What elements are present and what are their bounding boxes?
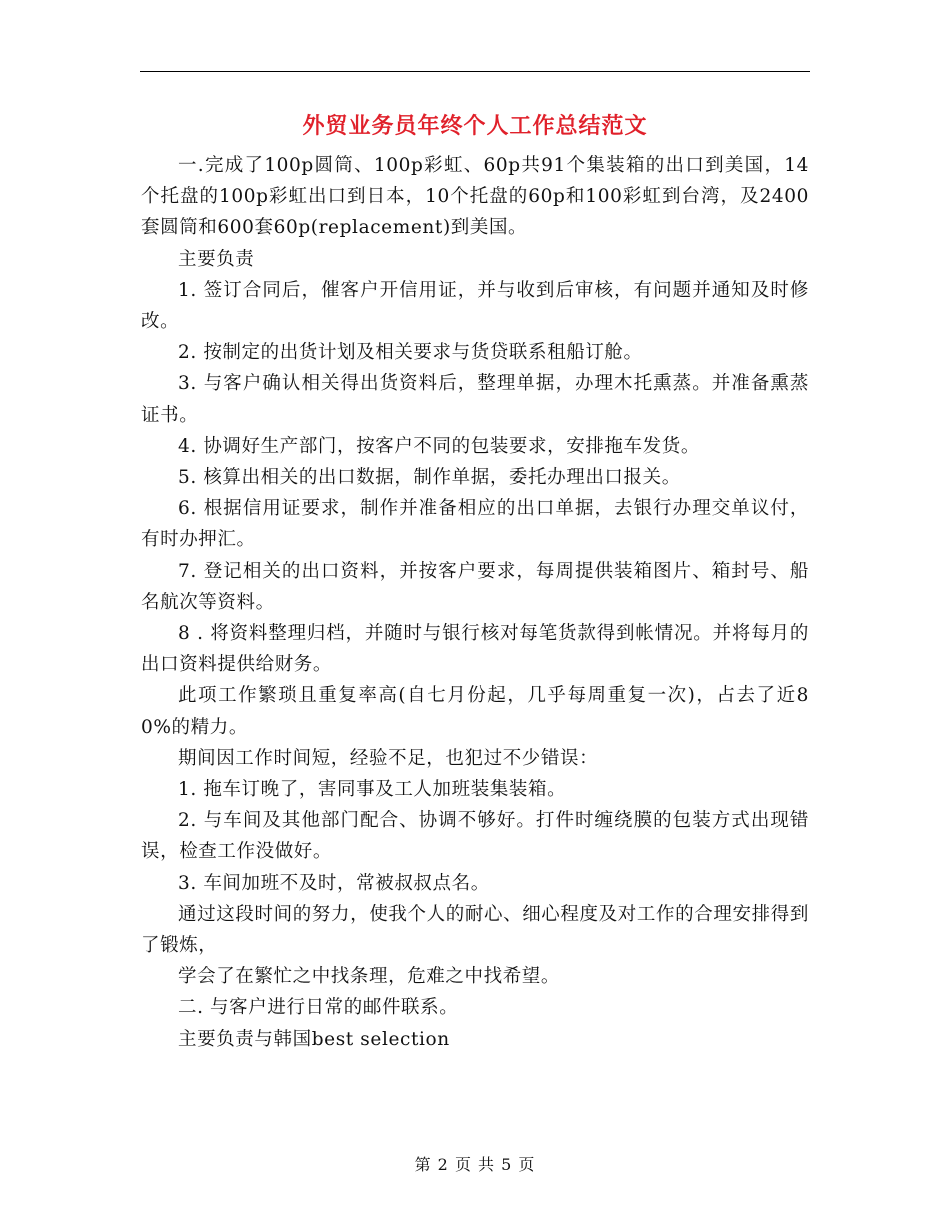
paragraph: 1. 签订合同后，催客户开信用证，并与收到后审核，有问题并通知及时修改。 [141, 279, 809, 333]
document-body [141, 150, 809, 1055]
paragraph: 2. 按制定的出货计划及相关要求与货贷联系租船订舱。 [178, 342, 643, 364]
paragraph: 4. 协调好生产部门，按客户不同的包装要求，安排拖车发货。 [178, 435, 700, 457]
paragraph: 此项工作繁琐且重复率高(自七月份起，几乎每周重复一次)，占去了近80%的精力。 [141, 685, 809, 738]
paragraph: 7. 登记相关的出口资料，并按客户要求，每周提供装箱图片、箱封号、船名航次等资料。 [141, 560, 809, 613]
page-number: 第 2 页 共 5 页 [414, 1155, 536, 1174]
paragraph: 6. 根据信用证要求，制作并准备相应的出口单据，去银行办理交单议付，有时办押汇。 [141, 498, 809, 551]
header-rule [140, 71, 810, 72]
paragraph: 二. 与客户进行日常的邮件联系。 [178, 997, 459, 1019]
paragraph: 2. 与车间及其他部门配合、协调不够好。打件时缠绕膜的包装方式出现错误，检查工作没做好。 [141, 810, 809, 863]
paragraph: 通过这段时间的努力，使我个人的耐心、细心程度及对工作的合理安排得到了锻炼， [141, 903, 809, 957]
paragraph: 5. 核算出相关的出口数据，制作单据，委托办理出口报关。 [178, 467, 681, 489]
paragraph: 主要负责与韩国best selection [178, 1028, 450, 1050]
paragraph: 3. 车间加班不及时，常被叔叔点名。 [178, 872, 490, 894]
paragraph: 期间因工作时间短，经验不足，也犯过不少错误： [178, 747, 599, 769]
paragraph: 主要负责 [178, 248, 255, 270]
paragraph: 1. 拖车订晚了，害同事及工人加班装集装箱。 [178, 779, 567, 801]
paragraph: 学会了在繁忙之中找条理，危难之中找希望。 [178, 966, 561, 988]
paragraph: 8 . 将资料整理归档，并随时与银行核对每笔货款得到帐情况。并将每月的出口资料提供给财务。 [141, 623, 809, 676]
document-title: 外贸业务员年终个人工作总结范文 [302, 114, 648, 139]
paragraph: 3. 与客户确认相关得出货资料后，整理单据，办理木托熏蒸。并准备熏蒸证书。 [141, 373, 809, 426]
paragraph: 一.完成了100p圆筒、100p彩虹、60p共91个集装箱的出口到美国，14个托盘的100p彩虹出口到日本，10个托盘的60p和100彩虹到台湾，及2400套圆筒和600套60p(replacement)到美国。 [141, 155, 809, 239]
